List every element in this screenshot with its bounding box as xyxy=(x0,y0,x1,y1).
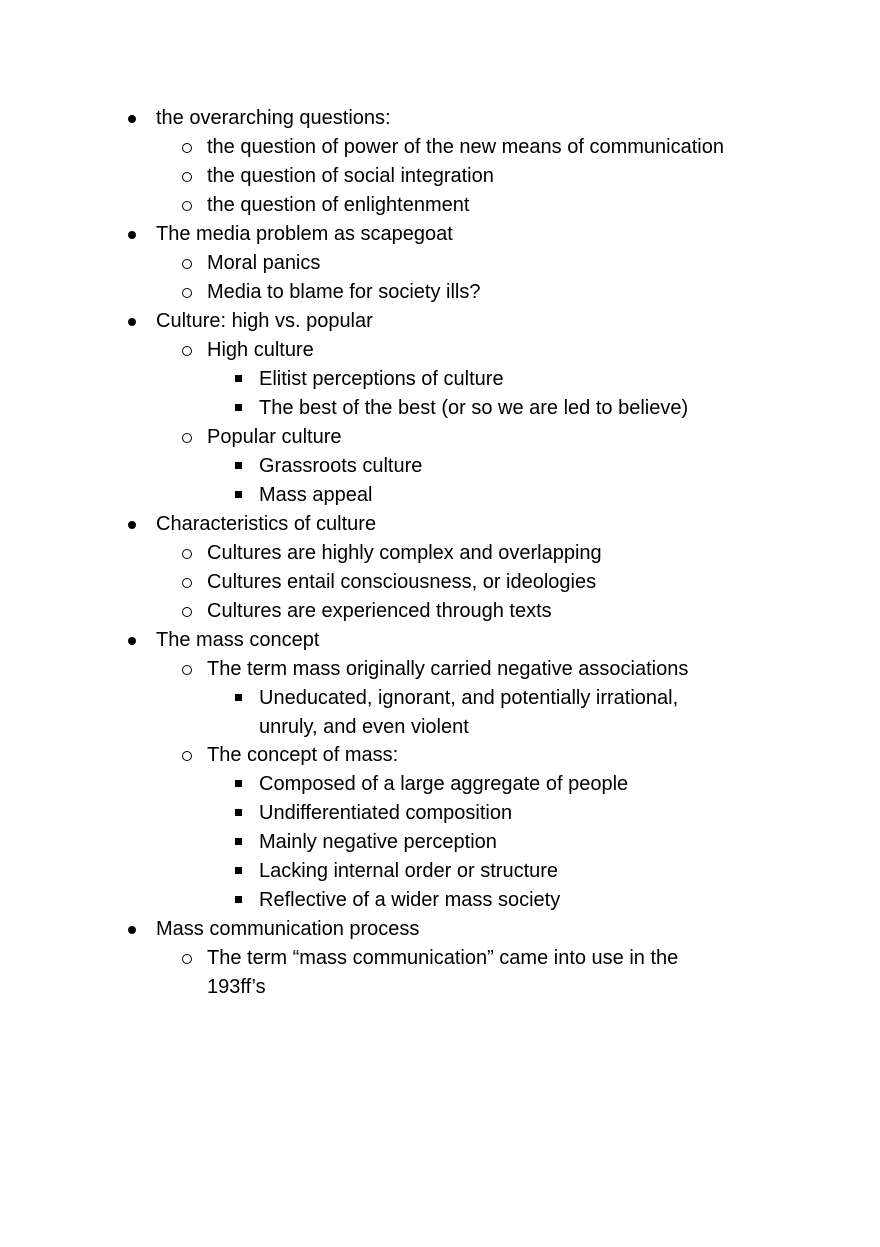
list-item xyxy=(0,249,880,278)
list-item xyxy=(0,220,880,249)
list-item-text: Culture: high vs. popular xyxy=(156,310,373,332)
list-item-text: Undifferentiated composition xyxy=(259,802,513,824)
list-item-text: Grassroots culture xyxy=(259,455,423,477)
list-item-text: Media to blame for society ills? xyxy=(207,281,481,303)
list-item-text: Mainly negative perception xyxy=(259,831,497,853)
list-item-text: The media problem as scapegoat xyxy=(156,223,453,245)
list-item xyxy=(0,104,880,133)
list-item xyxy=(0,307,880,336)
list-item-text: the question of power of the new means of communication xyxy=(207,136,724,158)
list-item-text: Mass communication process xyxy=(156,918,420,940)
list-item-text: The concept of mass: xyxy=(207,744,399,766)
list-item xyxy=(0,278,880,307)
list-item-text: Moral panics xyxy=(207,252,321,274)
list-item-text: The mass concept xyxy=(156,629,320,651)
list-item-text: The best of the best (or so we are led to believe) xyxy=(259,397,689,419)
list-item-text: Elitist perceptions of culture xyxy=(259,368,504,390)
list-item-text: Cultures are highly complex and overlapping xyxy=(207,542,602,564)
list-item xyxy=(0,336,880,365)
list-item xyxy=(0,568,880,597)
list-item xyxy=(0,828,880,857)
list-item xyxy=(0,655,880,684)
list-item xyxy=(0,365,880,394)
list-item xyxy=(0,857,880,886)
list-item xyxy=(0,191,880,220)
list-item-continuation xyxy=(0,713,880,741)
list-item xyxy=(0,423,880,452)
list-item-text: unruly, and even violent xyxy=(259,716,469,738)
list-item xyxy=(0,597,880,626)
outline-list xyxy=(0,104,880,1001)
list-item-text: Composed of a large aggregate of people xyxy=(259,773,629,795)
list-item-text: the overarching questions: xyxy=(156,107,391,129)
list-item xyxy=(0,770,880,799)
list-item-text: Reflective of a wider mass society xyxy=(259,889,561,911)
list-item-text: the question of social integration xyxy=(207,165,494,187)
list-item-text: Characteristics of culture xyxy=(156,513,377,535)
list-item xyxy=(0,886,880,915)
list-item xyxy=(0,510,880,539)
list-item xyxy=(0,394,880,423)
list-item xyxy=(0,626,880,655)
list-item-text: Mass appeal xyxy=(259,484,373,506)
list-item xyxy=(0,684,880,713)
list-item-text: The term “mass communication” came into use in the xyxy=(207,947,679,969)
list-item-continuation xyxy=(0,973,880,1001)
list-item xyxy=(0,539,880,568)
list-item xyxy=(0,452,880,481)
list-item xyxy=(0,481,880,510)
list-item-text: Lacking internal order or structure xyxy=(259,860,559,882)
list-item-text: Uneducated, ignorant, and potentially irrational, xyxy=(259,687,679,709)
list-item xyxy=(0,915,880,944)
list-item xyxy=(0,944,880,973)
list-item xyxy=(0,799,880,828)
list-item-text: Cultures entail consciousness, or ideologies xyxy=(207,571,597,593)
list-item xyxy=(0,741,880,770)
list-item-text: Popular culture xyxy=(207,426,342,448)
list-item-text: the question of enlightenment xyxy=(207,194,470,216)
list-item-text: Cultures are experienced through texts xyxy=(207,600,552,622)
list-item-text: 193ff’s xyxy=(207,976,266,998)
list-item xyxy=(0,162,880,191)
list-item-text: The term mass originally carried negative associations xyxy=(207,658,689,680)
list-item-text: High culture xyxy=(207,339,314,361)
list-item xyxy=(0,133,880,162)
